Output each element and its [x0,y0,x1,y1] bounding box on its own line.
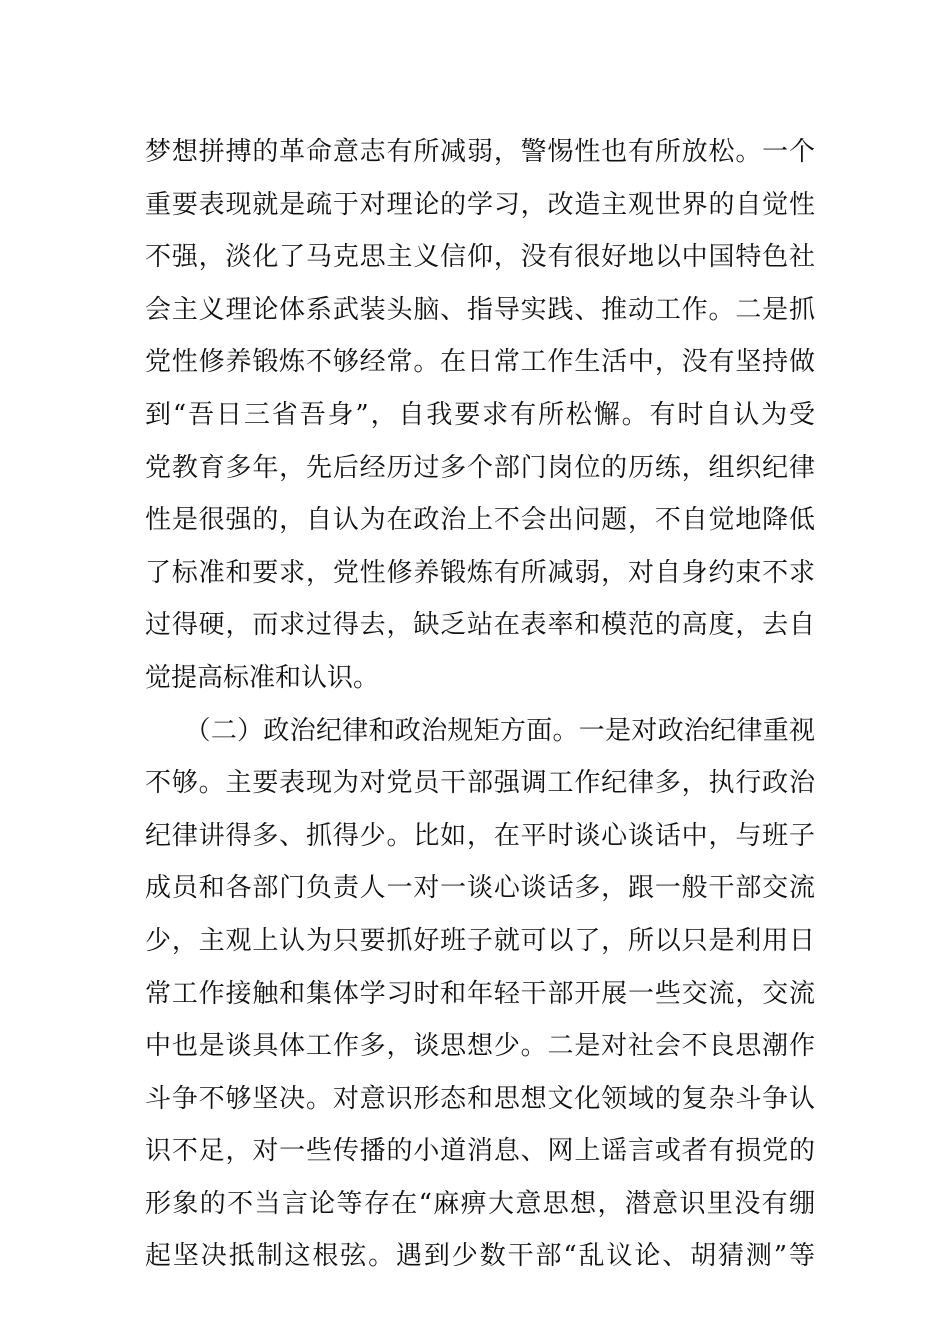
text-line: 形象的不当言论等存在“麻痹大意思想，潜意识里没有绷 [145,1188,815,1219]
text-line: 斗争不够坚决。对意识形态和思想文化领域的复杂斗争认 [145,1083,815,1114]
text-line: 梦想拼搏的革命意志有所减弱，警惕性也有所放松。一个 [145,137,815,167]
text-line: 性是很强的，自认为在政治上不会出问题，不自觉地降低 [145,505,815,536]
text-line: 起坚决抵制这根弦。遇到少数干部“乱议论、胡猜测”等 [145,1241,815,1272]
text-line: 了标准和要求，党性修养锻炼有所减弱，对自身约束不求 [145,557,815,588]
body-text [145,126,815,1283]
text-line: 过得硬，而求过得去，缺乏站在表率和模范的高度，去自 [145,610,815,641]
text-line: 不够。主要表现为对党员干部强调工作纪律多，执行政治 [145,768,815,799]
text-line: 会主义理论体系武装头脑、指导实践、推动工作。二是抓 [145,294,815,325]
text-line: 不强，淡化了马克思主义信仰，没有很好地以中国特色社 [145,242,815,273]
text-line: 成员和各部门负责人一对一谈心谈话多，跟一般干部交流 [145,873,815,904]
text-line: 识不足，对一些传播的小道消息、网上谣言或者有损党的 [145,1136,815,1167]
text-line: 重要表现就是疏于对理论的学习，改造主观世界的自觉性 [145,189,815,220]
text-line: 到“吾日三省吾身”，自我要求有所松懈。有时自认为受 [145,399,815,430]
text-line: 纪律讲得多、抓得少。比如，在平时谈心谈话中，与班子 [145,820,815,851]
paragraph-end-line: 觉提高标准和认识。 [145,662,380,693]
text-line: 少，主观上认为只要抓好班子就可以了，所以只是利用日 [145,925,815,956]
section-heading-line: （二）政治纪律和政治规矩方面。一是对政治纪律重视 [145,715,815,746]
text-line: 常工作接触和集体学习时和年轻干部开展一些交流，交流 [145,978,815,1009]
text-line: 党性修养锻炼不够经常。在日常工作生活中，没有坚持做 [145,347,815,378]
text-line: 党教育多年，先后经历过多个部门岗位的历练，组织纪律 [145,452,815,483]
text-line: 中也是谈具体工作多，谈思想少。二是对社会不良思潮作 [145,1031,815,1062]
